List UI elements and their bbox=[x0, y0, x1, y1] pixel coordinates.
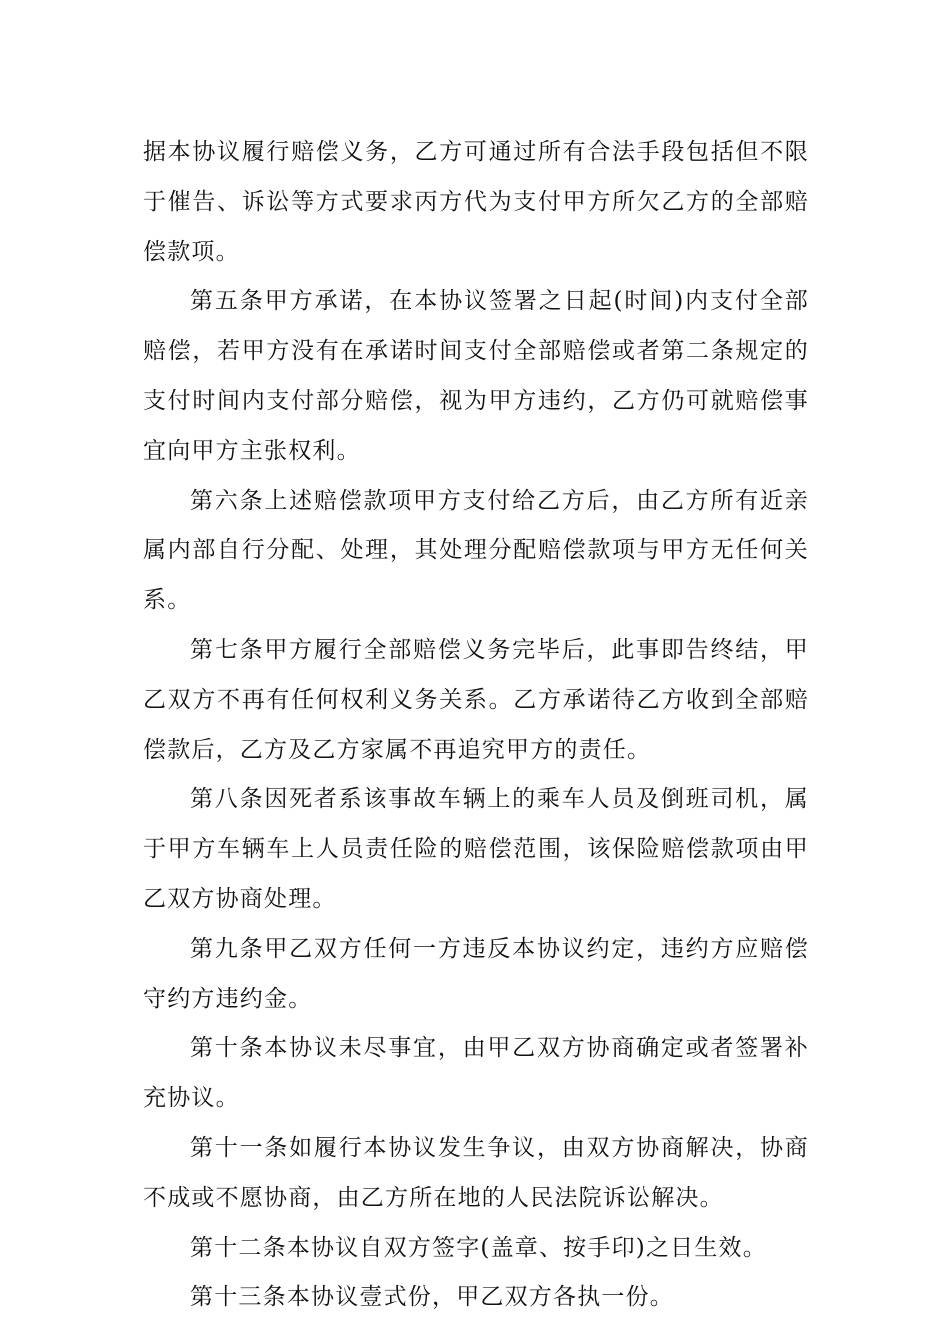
paragraph-article-10: 第十条本协议未尽事宜，由甲乙双方协商确定或者签署补充协议。 bbox=[143, 1035, 809, 1112]
paragraph-article-11: 第十一条如履行本协议发生争议，由双方协商解决，协商不成或不愿协商，由乙方所在地的人民法院诉讼解决。 bbox=[143, 1134, 809, 1211]
paragraph-article-12: 第十二条本协议自双方签字(盖章、按手印)之日生效。 bbox=[190, 1234, 767, 1261]
paragraph-article-9: 第九条甲乙双方任何一方违反本协议约定，违约方应赔偿守约方违约金。 bbox=[143, 935, 809, 1012]
paragraph-article-13: 第十三条本协议壹式份，甲乙双方各执一份。 bbox=[190, 1284, 674, 1311]
paragraph-continuation: 据本协议履行赔偿义务，乙方可通过所有合法手段包括但不限于催告、诉讼等方式要求丙方代为支付甲方所欠乙方的全部赔偿款项。 bbox=[143, 139, 809, 265]
paragraph-article-7: 第七条甲方履行全部赔偿义务完毕后，此事即告终结，甲乙双方不再有任何权利义务关系。乙方承诺待乙方收到全部赔偿款后，乙方及乙方家属不再追究甲方的责任。 bbox=[143, 636, 809, 763]
agreement-body bbox=[143, 128, 809, 1323]
paragraph-article-6: 第六条上述赔偿款项甲方支付给乙方后，由乙方所有近亲属内部自行分配、处理，其处理分配赔偿款项与甲方无任何关系。 bbox=[143, 487, 809, 614]
paragraph-article-5: 第五条甲方承诺，在本协议签署之日起(时间)内支付全部赔偿，若甲方没有在承诺时间支付全部赔偿或者第二条规定的支付时间内支付部分赔偿，视为甲方违约，乙方仍可就赔偿事宜向甲方主张权利。 bbox=[143, 288, 809, 464]
paragraph-article-8: 第八条因死者系该事故车辆上的乘车人员及倒班司机，属于甲方车辆车上人员责任险的赔偿范围，该保险赔偿款项由甲乙双方协商处理。 bbox=[143, 786, 809, 912]
